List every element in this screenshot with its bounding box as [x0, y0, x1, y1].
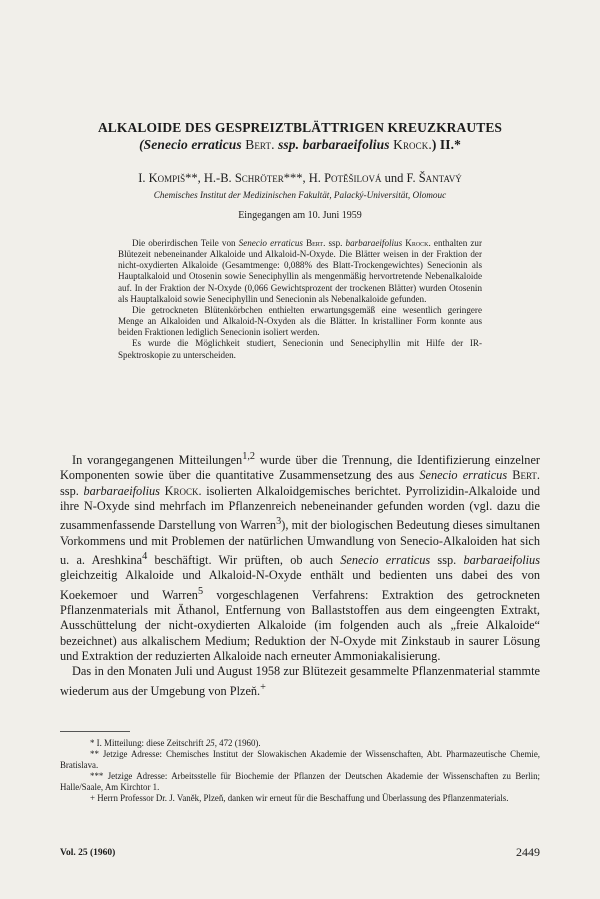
title-paren-open: (	[139, 137, 144, 152]
body-text: vorgeschlagenen Verfahrens: Extraktion des getrockneten Pflanzenmaterials mit Äthanol, Entfernung von Ballaststoffen aus dem eingeengten Extrakt, Ausschüttelung der nicht-oxydierten Alkaloide (im folgenden auch als „freie Alkaloide“ bezeichnet) aus alkalischem Medium; Reduktion der N-Oxyde mit Zinkstaub in saurer Lösung und Extraktion der reduzierten Alkaloide nach erneuter Ammoniakalisierung.	[60, 587, 541, 663]
body-paragraph-2	[60, 664, 540, 699]
footnotes	[60, 738, 540, 805]
species-name: Senecio erraticus	[419, 468, 508, 483]
abstract-paragraph-1	[118, 238, 482, 305]
title-subspecies: barbaraeifolius	[302, 137, 390, 152]
abstract-text: enthalten zur Blütezeit nebeneinander Alkaloide und Alkaloid-N-Oxyde. Die Blätter weisen in der Fraktion der nicht-oxydierten Alkaloide (Gesamtmenge: 0,088% des Blatt-Trockengewichtes) Senecionin als Hauptalkaloid und Otosenin sowie Seneciphyllin als mengenmäßig hervortretende Nebenalkaloide auf. In der Fraktion der N-Oxyde (0,066 Gewichtsprozent der trockenen Blätter) wurden Otosenin als Hauptalkaloid sowie Seneciphyllin und Senecionin als Nebenalkaloide gefunden.	[118, 238, 482, 304]
body-text: Das in den Monaten Juli und August 1958 zur Blütezeit gesammelte Pflanzenmaterial stammte wiederum aus der Umgebung von Plzeň.	[60, 664, 540, 698]
body-paragraph-1	[60, 449, 540, 664]
author-1-initial: I.	[138, 171, 149, 185]
footnote-marker: +	[260, 681, 266, 693]
species-name: Senecio erraticus	[238, 238, 303, 248]
body-text: ssp.	[430, 553, 464, 568]
received-date: Eingegangen am 10. Juni 1959	[238, 210, 362, 221]
footnote-volume: 25	[205, 738, 215, 748]
affiliation: Chemisches Institut der Medizinischen Fakultät, Palacký-Universität, Olomouc	[153, 190, 447, 200]
footnote-2: ** Jetzige Adresse: Chemisches Institut der Slowakischen Akademie der Wissenschaften, Abt. Pharmazeutische Chemie, Bratislava.	[60, 749, 540, 771]
footnote-divider	[60, 731, 130, 732]
body-text: ), mit der biologischen Bedeutung dieses simultanen Vorkommens und mit Problemen der natürlichen Umwandlung von Senecio-Alkaloiden hat sich u. a. Areshkina	[60, 518, 540, 568]
title-line-1: ALKALOIDE DES GESPREIZTBLÄTTRIGEN KREUZKRAUTES	[97, 120, 503, 135]
author-2-mark: ***,	[283, 171, 309, 185]
footnote-text: , 472 (1960).	[214, 738, 261, 748]
footnote-4: + Herrn Professor Dr. J. Vaněk, Plzeň, danken wir erneut für die Beschaffung und Überlassung des Pflanzenmaterials.	[90, 793, 509, 804]
article-title	[60, 119, 540, 153]
reference-superscript: 3	[276, 516, 282, 528]
author-1-mark: **,	[185, 171, 204, 185]
journal-volume: Vol. 25 (1960)	[60, 848, 116, 858]
title-author-2: Krock.	[393, 137, 432, 152]
title-paren-close: ) II.*	[431, 137, 461, 152]
footnote-text: * I. Mitteilung: diese Zeitschrift	[90, 738, 206, 748]
reference-superscript: 4	[142, 550, 148, 562]
taxon-author: Krock.	[164, 483, 202, 498]
abstract-paragraph-2: Die getrockneten Blütenkörbchen enthielten erwartungsgemäß eine wesentlich geringere Menge an Alkaloiden und Alkaloid-N-Oxyden als die Blätter. In kristalliner Form konnte aus beiden Fraktionen lediglich Senecionin isoliert werden.	[118, 304, 482, 338]
author-4-name: Šantavý	[418, 171, 462, 185]
body-text: beschäftigt. Wir prüften, ob auch	[147, 553, 341, 568]
author-1-name: Kompiš	[148, 171, 186, 185]
taxon-author: Krock.	[405, 238, 431, 248]
main-text	[60, 449, 540, 699]
footnote-1	[60, 738, 540, 749]
abstract-text: Die oberirdischen Teile von	[132, 238, 239, 248]
species-name: Senecio erraticus	[340, 553, 431, 568]
author-conjunction: und	[381, 171, 407, 185]
taxon-author: Bert.	[512, 468, 540, 483]
title-species: Senecio erraticus	[143, 137, 242, 152]
body-text: isolierten Alkaloidgemisches berichtet. Pyrrolizidin-Alkaloide und ihre N-Oxyde sind mehrfach im Pflanzenreich nebeneinander gefunden worden (vgl. dazu die zusammenfassende Darstellung von Warren	[60, 483, 541, 533]
body-text: gleichzeitig Alkaloide und Alkaloid-N-Oxyde enthält und bedienten uns dabei des von Koekemoer und Warren	[60, 568, 540, 602]
title-line-2	[60, 136, 540, 153]
title-author-1: Bert.	[245, 137, 275, 152]
abstract-paragraph-3: Es wurde die Möglichkeit studiert, Senecionin und Seneciphyllin mit Hilfe der IR-Spektroskopie zu unterscheiden.	[118, 338, 482, 360]
abstract-text: ssp.	[325, 238, 346, 248]
author-list	[60, 171, 540, 186]
subspecies-name: barbaraeifolius	[345, 238, 403, 248]
subspecies-name: barbaraeifolius	[83, 483, 160, 498]
body-text: ssp.	[60, 483, 84, 498]
author-3-name: Potěšilová	[324, 171, 382, 185]
body-text: In vorangegangenen Mitteilungen	[72, 453, 243, 468]
taxon-author: Bert.	[306, 238, 326, 248]
author-3-initial: H.	[308, 171, 325, 185]
reference-superscript: 5	[197, 585, 204, 597]
author-2-initial: H.-B.	[203, 171, 235, 185]
footnote-3: *** Jetzige Adresse: Arbeitsstelle für Biochemie der Pflanzen der Deutschen Akademie der Wissenschaften zu Berlin; Halle/Saale, Am Kirchtor 1.	[60, 771, 540, 793]
subspecies-name: barbaraeifolius	[463, 553, 540, 568]
reference-superscript: 1,2	[242, 451, 256, 462]
abstract	[118, 238, 482, 361]
body-text: wurde über die Trennung, die Identifizierung einzelner Komponenten sowie über die quantitative Zusammensetzung des aus	[60, 453, 541, 483]
author-4-initial: F.	[406, 171, 419, 185]
author-2-name: Schröter	[234, 171, 284, 185]
page-number: 2449	[516, 845, 540, 859]
title-ssp: ssp.	[278, 137, 300, 152]
